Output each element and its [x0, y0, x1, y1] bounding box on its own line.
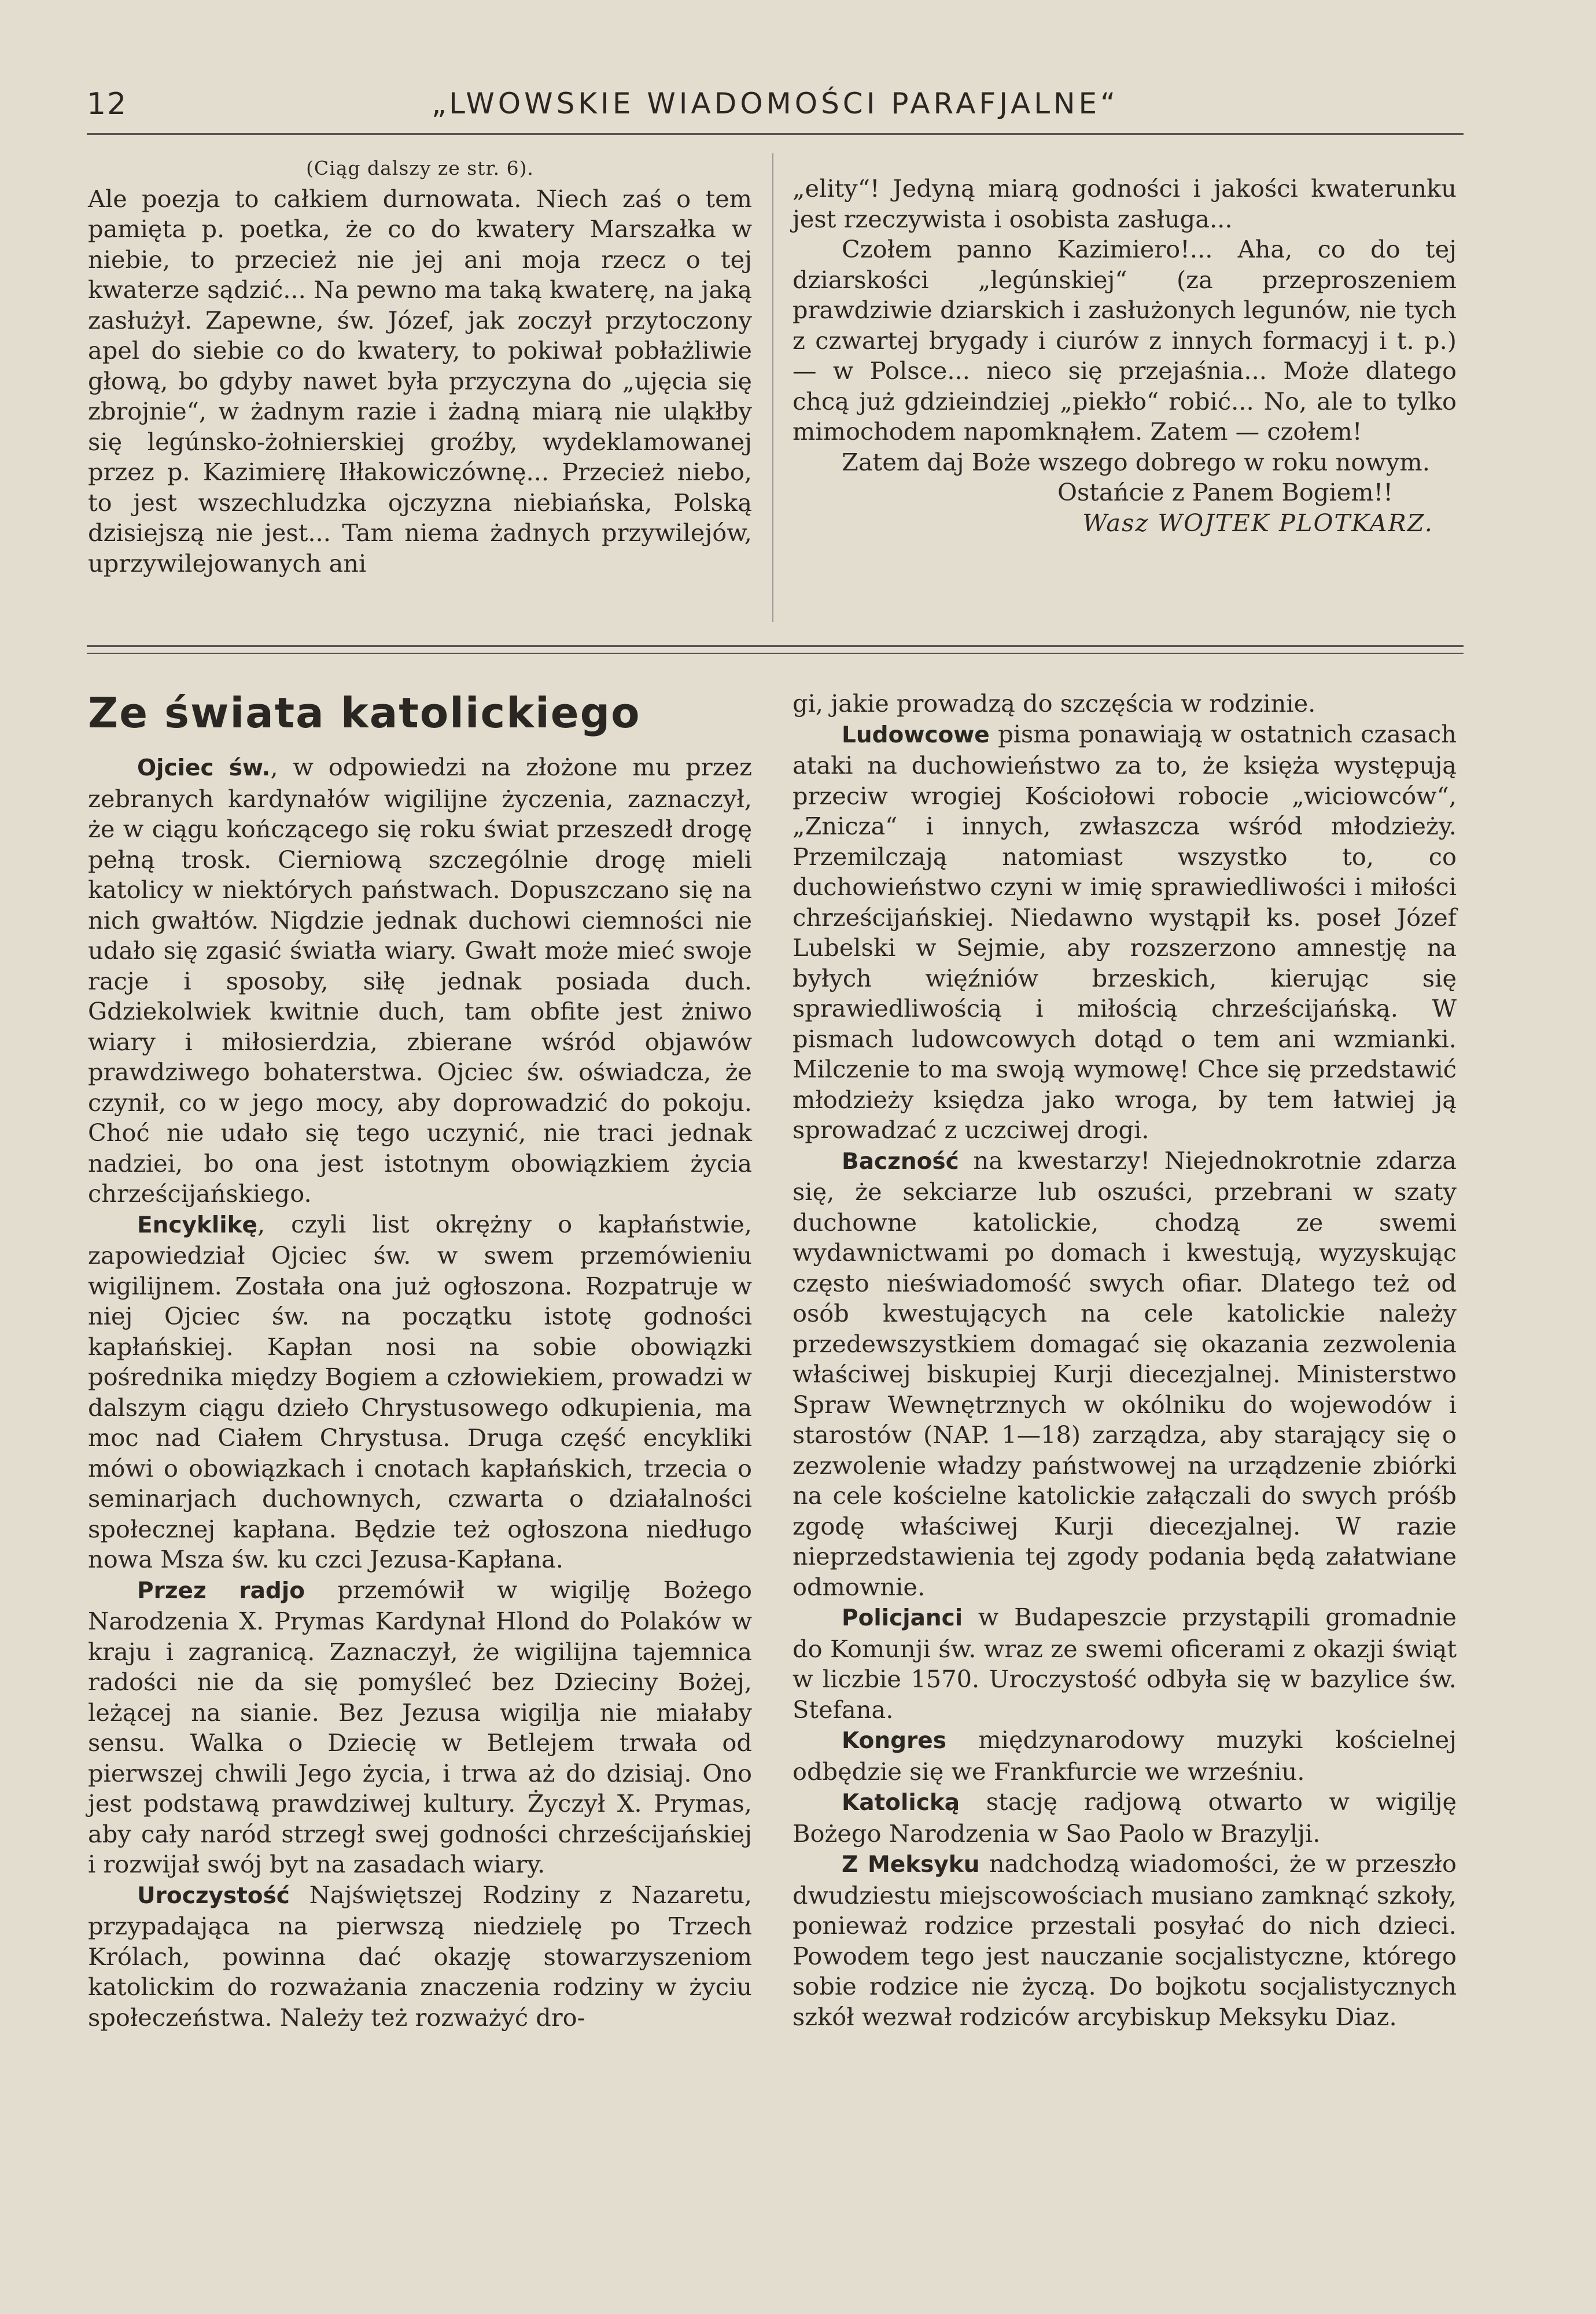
news-column-right — [793, 689, 1457, 2032]
news-text: , czyli list okrężny o kapłaństwie, zapowiedział Ojciec św. w swem przemówieniu wigilijnem. Została ona już ogłoszona. Rozpatruje w niej Ojciec św. na początku istotę godności kapłańskiej. Kapłan nosi na sobie obowiązki pośrednika między Bogiem a człowiekiem, prowadzi w dalszym ciągu dzieło Chrystusowego odkupienia, ma moc nad Ciałem Chrystusa. Druga część encykliki mówi o obowiązkach i cnotach kapłańskich, trzecia o seminarjach duchownych, czwarta o działalności społecznej kapłana. Będzie też ogłoszona niedługo nowa Msza św. ku czci Jezusa-Kapłana. — [88, 1209, 752, 1573]
news-lead: Encyklikę — [137, 1212, 258, 1238]
news-lead: Z Meksyku — [842, 1852, 980, 1878]
news-text: gi, jakie prowadzą do szczęścia w rodzinie. — [793, 689, 1316, 718]
letter-paragraph: Czołem panno Kazimiero!... Aha, co do tej dziarskości „legúnskiej“ (za przeproszeniem prawdziwie dziarskich i zasłużonych legunów, nie tych z czwartej brygady i ciurów z innych formacyj i t. p.) — w Polsce... nieco się przejaśnia... Może dlatego chcą już gdzieindziej „piekło“ robić... No, ale to tylko mimochodem napomknąłem. Zatem — czołem! — [793, 235, 1457, 446]
news-item — [793, 1787, 1457, 1849]
news-text: pisma ponawiają w ostatnich czasach ataki na duchowieństwo za to, że księża występują przeciw wrogiej Kościołowi robocie „wiciowców“, „Znicza“ i innych, zwłaszcza wśród młodzieży. Przemilczają natomiast wszystko to, co duchowieństwo czyni w imię sprawiedliwości i miłości chrześcijańskiej. Niedawno wystąpił ks. poseł Józef Lubelski w Sejmie, aby rozszerzono amnestję na byłych więźniów brzeskich, kierując się sprawiedliwością i miłością chrześcijańską. W pismach ludowcowych dotąd o tem ani wzmianki. Milczenie to ma swoją wymowę! Chce się przedstawić młodzieży księdza jako wroga, by tem łatwiej ją sprowadzać z uczciwej drogi. — [793, 719, 1457, 1144]
letter-paragraph: „elity“! Jedyną miarą godności i jakości kwaterunku jest rzeczywista i osobista zasługa... — [793, 174, 1457, 233]
news-item — [88, 752, 752, 1209]
letter-paragraph: Ale poezja to całkiem durnowata. Niech zaś o tem pamięta p. poetka, że co do kwatery Marszałka w niebie, to przecież nie jej ani moja rzecz o tej kwaterze sądzić... Na pewno ma taką kwaterę, na jaką zasłużył. Zapewne, św. Józef, jak zoczył przytoczony apel do siebie co do kwatery, to pokiwał pobłażliwie głową, bo gdyby nawet była przyczyna do „ujęcia się zbrojnie“, w żadnym razie i żadną miarą nie uląkłby się legúnsko-żołnierskiej groźby, wydeklamowanej przez p. Kazimierę Iłłakowiczównę... Przecież niebo, to jest wszechludzka ojczyzna niebiańska, Polską dzisiejszą nie jest... Tam niema żadnych przywilejów, uprzywilejowanych ani — [88, 184, 752, 577]
news-item — [793, 1849, 1457, 2032]
page-header — [87, 81, 1464, 135]
news-item — [88, 1575, 752, 1880]
news-text: przemówił w wigilję Bożego Narodzenia X. Prymas Kardynał Hlond do Polaków w kraju i zagranicą. Zaznaczył, że wigilijna tajemnica radości nie da się pomyśleć bez Dzieciny Bożej, leżącej na sianie. Bez Jezusa wigilja nie miałaby sensu. Walka o Dziecię w Betlejem trwała od pierwszej chwili Jego życia, i trwa aż do dzisiaj. Ono jest podstawą prawdziwej kultury. Życzył X. Prymas, aby cały naród strzegł swej godności chrześcijańskiej i rozwijał swój byt na zasadach wiary. — [88, 1575, 752, 1878]
news-lead: Policjanci — [842, 1605, 963, 1631]
news-lead: Przez radjo — [137, 1577, 305, 1604]
news-text: na kwestarzy! Niejednokrotnie zdarza się, że sekciarze lub oszuści, przebrani w szaty duchowne katolickie, chodzą ze swemi wydawnictwami po domach i kwestują, wyzyskując często nieświadomość swych ofiar. Dlatego też od osób kwestujących na cele katolickie należy przedewszystkiem domagać się okazania zezwolenia właściwej biskupiej Kurji diecezjalnej. Ministerstwo Spraw Wewnętrznych w okólniku do wojewodów i starostów (NAP. 1—18) zarządza, aby starający się o zezwolenie władzy państwowej na urządzenie zbiórki na cele kościelne katolickie załączali do swych próśb zgodę właściwej Kurji diecezjalnej. W razie nieprzedstawienia tej zgody podania będą załatwiane odmownie. — [793, 1146, 1457, 1601]
news-lead: Ludowcowe — [842, 722, 990, 748]
news-text: międzynarodowy muzyki kościelnej odbędzie się we Frankfurcie we wrześniu. — [793, 1726, 1457, 1786]
letter-column-right — [793, 174, 1457, 538]
section-title: Ze świata katolickiego — [88, 689, 641, 737]
news-text: Najświętszej Rodziny z Nazaretu, przypadająca na pierwszą niedzielę po Trzech Królach, powinna dać okazję stowarzyszeniom katolickim do rozważania znaczenia rodziny w życiu społeczeństwa. Należy też rozważyć dro- — [88, 1880, 752, 2032]
section-divider — [87, 645, 1464, 654]
continuation-caption: (Ciąg dalszy ze str. 6). — [306, 157, 534, 179]
news-lead: Katolicką — [842, 1790, 960, 1816]
column-rule — [772, 153, 773, 622]
page-number: 12 — [87, 87, 128, 122]
news-lead: Ojciec św. — [137, 755, 271, 781]
news-text: nadchodzą wiadomości, że w przeszło dwudziestu miejscowościach musiano zamknąć szkoły, ponieważ rodzice przestali posyłać do nich dzieci. Powodem tego jest nauczanie socjalistyczne, którego sobie rodzice nie życzą. Do bojkotu socjalistycznych szkół wezwał rodziców arcybiskup Meksyku Diaz. — [793, 1849, 1457, 2031]
news-lead: Baczność — [842, 1148, 959, 1175]
letter-paragraph: Zatem daj Boże wszego dobrego w roku nowym. — [842, 447, 1430, 476]
news-lead: Uroczystość — [137, 1882, 290, 1909]
letter-column-left — [88, 153, 752, 579]
news-text: stację radjową otwarto w wigilję Bożego Narodzenia w Sao Paolo w Brazylji. — [793, 1787, 1457, 1848]
news-item — [88, 1209, 752, 1575]
news-item — [793, 689, 1457, 719]
news-item — [88, 1880, 752, 2033]
news-item — [793, 1146, 1457, 1603]
news-text: w Budapeszcie przystąpili gromadnie do Komunji św. wraz ze swemi oficerami z okazji świąt w liczbie 1570. Uroczystość odbyła się w bazylice św. Stefana. — [793, 1603, 1457, 1724]
news-text: , w odpowiedzi na złożone mu przez zebranych kardynałów wigilijne życzenia, zaznaczył, że w ciągu kończącego się roku świat przeszedł drogę pełną trosk. Cierniową szczególnie drogę mieli katolicy w niektórych państwach. Dopuszczano się na nich gwałtów. Nigdzie jednak duchowi ciemności nie udało się zgasić światła wiary. Gwałt może mieć swoje racje i sposoby, siłę jednak posiada duch. Gdziekolwiek kwitnie duch, tam obfite jest żniwo wiary i miłosierdzia, zbierane wśród objawów prawdziwego bohaterstwa. Ojciec św. oświadcza, że czynił, co w jego mocy, aby doprowadzić do pokoju. Choć nie udało się tego uczynić, nie traci jednak nadziei, bo ona jest istotnym obowiązkiem życia chrześcijańskiego. — [88, 753, 752, 1208]
running-title: „LWOWSKIE WIADOMOŚCI PARAFJALNE“ — [431, 87, 1119, 120]
letter-closing: Ostańcie z Panem Bogiem!! — [1057, 478, 1393, 506]
news-item — [793, 1602, 1457, 1725]
news-column-left — [88, 752, 752, 2033]
news-item — [793, 719, 1457, 1146]
news-item — [793, 1725, 1457, 1787]
news-lead: Kongres — [842, 1728, 946, 1754]
letter-signature: Wasz WOJTEK PLOTKARZ. — [1082, 508, 1433, 537]
